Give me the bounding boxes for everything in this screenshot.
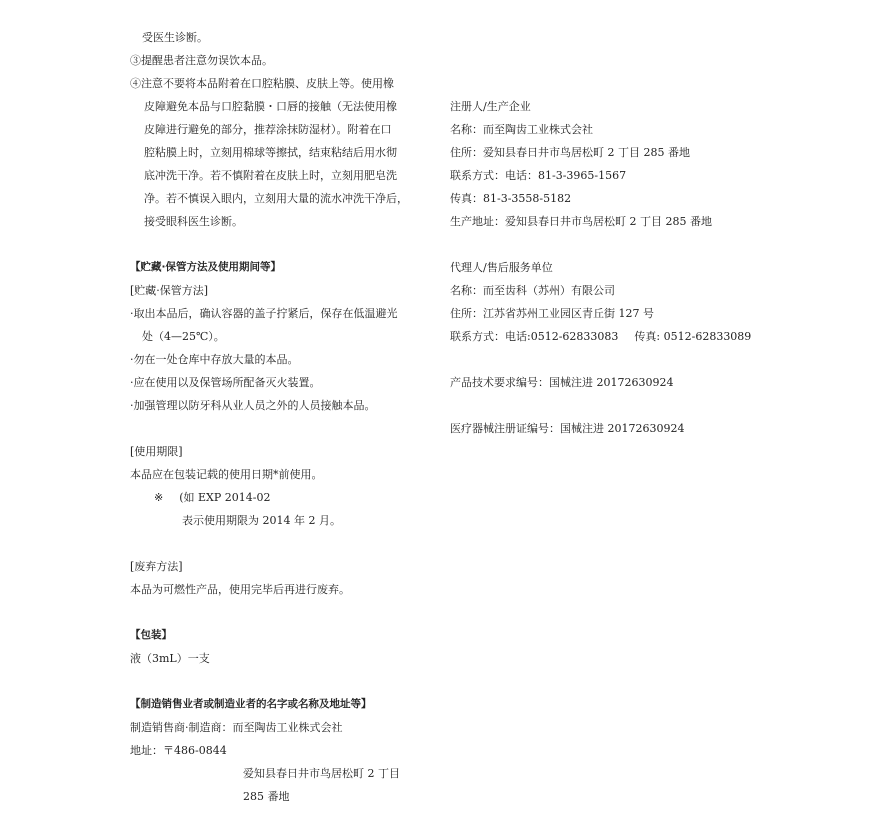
spacer bbox=[450, 233, 850, 256]
registrant-heading: 注册人/生产企业 bbox=[450, 100, 531, 113]
storage-line: ·应在使用以及保管场所配备灭火装置。 bbox=[130, 376, 321, 389]
text-line: 腔粘膜上时，立刻用棉球等擦拭，结束粘结后用水彻 bbox=[144, 146, 397, 159]
text-line: 受医生诊断。 bbox=[142, 31, 208, 44]
agent-fax: 传真: 0512-62833089 bbox=[634, 330, 752, 343]
usage-period-note bbox=[130, 486, 410, 509]
package-line: 液（3mL）一支 bbox=[130, 652, 210, 665]
right-column bbox=[450, 95, 850, 440]
spacer bbox=[130, 233, 410, 256]
agent-contact: 联系方式：电话:0512-62833083 bbox=[450, 330, 619, 343]
maker-address-2: 285 番地 bbox=[243, 790, 290, 803]
tech-requirement-number: 产品技术要求编号：国械注进 20172630924 bbox=[450, 376, 674, 389]
storage-line: ·取出本品后，确认容器的盖子拧紧后，保存在低温避光 bbox=[130, 307, 398, 320]
maker-heading: 【制造销售业者或制造业者的名字或名称及地址等】 bbox=[130, 698, 372, 710]
text-line: 皮障避免本品与口腔黏膜・口唇的接触（无法使用橡 bbox=[144, 100, 397, 113]
storage-line: ·加强管理以防牙科从业人员之外的人员接触本品。 bbox=[130, 399, 376, 412]
storage-subheading: [贮藏·保管方法] bbox=[130, 284, 209, 297]
storage-heading: 【贮藏·保管方法及使用期间等】 bbox=[130, 261, 281, 273]
text-line: ④注意不要将本品附着在口腔粘膜、皮肤上等。使用橡 bbox=[130, 77, 394, 90]
agent-name: 名称：而至齿科（苏州）有限公司 bbox=[450, 284, 615, 297]
agent-heading: 代理人/售后服务单位 bbox=[450, 261, 553, 274]
note-mark: ※ bbox=[154, 491, 164, 504]
maker-line: 制造销售商·制造商：而至陶齿工业株式会社 bbox=[130, 721, 343, 734]
spacer bbox=[130, 670, 410, 693]
spacer bbox=[130, 601, 410, 624]
registrant-factory: 生产地址：爱知县春日井市鸟居松町 2 丁目 285 番地 bbox=[450, 215, 712, 228]
text-line: 底冲洗干净。若不慎附着在皮肤上时，立刻用肥皂洗 bbox=[144, 169, 397, 182]
registration-certificate-number: 医疗器械注册证编号：国械注进 20172630924 bbox=[450, 422, 685, 435]
text-line: ③提醒患者注意勿误饮本品。 bbox=[130, 54, 273, 67]
disposal-line: 本品为可燃性产品，使用完毕后再进行废弃。 bbox=[130, 583, 350, 596]
registrant-phone: 联系方式：电话：81-3-3965-1567 bbox=[450, 169, 627, 182]
package-heading: 【包装】 bbox=[130, 629, 172, 641]
note-example: (如 EXP 2014-02 bbox=[179, 491, 271, 504]
usage-period-heading: [使用期限] bbox=[130, 445, 183, 458]
agent-contact-row bbox=[450, 325, 850, 348]
maker-address-label: 地址：〒486-0844 bbox=[130, 744, 227, 757]
spacer bbox=[130, 417, 410, 440]
left-column bbox=[130, 26, 410, 808]
registrant-address: 住所：爱知县春日井市鸟居松町 2 丁目 285 番地 bbox=[450, 146, 690, 159]
text-line: 净。若不慎误入眼内，立刻用大量的流水冲洗干净后， bbox=[144, 192, 408, 205]
text-line: 皮障进行避免的部分，推荐涂抹防湿材）。附着在口 bbox=[144, 123, 392, 136]
storage-line: ·勿在一处仓库中存放大量的本品。 bbox=[130, 353, 299, 366]
spacer bbox=[130, 532, 410, 555]
agent-address: 住所：江苏省苏州工业园区青丘街 127 号 bbox=[450, 307, 654, 320]
spacer bbox=[450, 394, 850, 417]
maker-address: 爱知县春日井市鸟居松町 2 丁目 bbox=[243, 767, 400, 780]
registrant-name: 名称：而至陶齿工业株式会社 bbox=[450, 123, 593, 136]
storage-line: 处（4—25℃）。 bbox=[142, 330, 225, 343]
registrant-fax: 传真：81-3-3558-5182 bbox=[450, 192, 572, 205]
usage-period-note-2: 表示使用期限为 2014 年 2 月。 bbox=[182, 514, 341, 527]
usage-period-line: 本品应在包装记载的使用日期*前使用。 bbox=[130, 468, 323, 481]
disposal-heading: [废弃方法] bbox=[130, 560, 183, 573]
spacer bbox=[450, 348, 850, 371]
text-line: 接受眼科医生诊断。 bbox=[144, 215, 243, 228]
